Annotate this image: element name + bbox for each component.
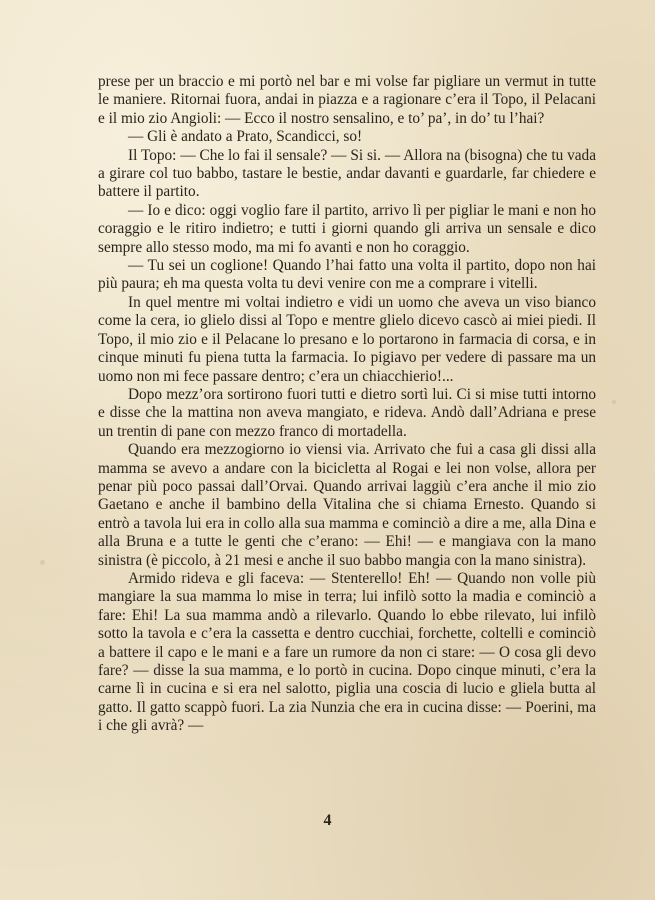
paper-stain: [40, 560, 45, 565]
paragraph: Dopo mezz’ora sortirono fuori tutti e dietro sortì lui. Ci si mise tutti intorno e disse che la mattina non aveva mangiato, e rideva. Andò dall’Adriana e prese un trentin di pane con mezzo franco di mortadella.: [98, 385, 596, 440]
paper-stain: [612, 400, 616, 404]
paragraph: In quel mentre mi voltai indietro e vidi un uomo che aveva un viso bianco come la cera, io glielo dissi al Topo e mentre glielo dicevo cascò ai miei piedi. Il Topo, il mio zio e il Pelacane lo presano e lo portarono in farmacia di corsa, e in cinque minuti fu piena tutta la farmacia. Io pigiavo per vedere di passare ma un uomo non mi fece passare dentro; c’era un chiacchierio!...: [98, 293, 596, 385]
paragraph: Armido rideva e gli faceva: — Stenterello! Eh! — Quando non volle più mangiare la sua mamma lo mise in terra; lui infilò sotto la madia e cominciò a fare: Ehi! La sua mamma andò a rilevarlo. Quando lo ebbe rilevato, lui infilò sotto la tavola e c’era la cassetta e dentro cucchiai, forchette, coltelli e cominciò a battere il capo e le mani e a fare un rumore da non ci stare: — O cosa gli devo fare? — disse la sua mamma, e lo portò in cucina. Dopo cinque minuti, c’era la carne lì in cucina e si era nel salotto, piglia una coscia di lucio e gliela butta al gatto. Il gatto scappò fuori. La zia Nunzia che era in cucina disse: — Poerini, ma i che gli avrà? —: [98, 569, 596, 735]
paragraph: Il Topo: — Che lo fai il sensale? — Si si. — Allora na (bisogna) che tu vada a girare col tuo babbo, tastare le bestie, andar davanti e guardarle, far chiedere e battere il partito.: [98, 146, 596, 201]
paragraph: — Gli è andato a Prato, Scandicci, so!: [128, 128, 363, 146]
paragraph: Quando era mezzogiorno io viensi via. Arrivato che fui a casa gli dissi alla mamma se avevo a andare con la bicicletta al Rogai e lei non volse, allora per penar più poco passai dall’Orvai. Quando arrivai laggiù c’era anche il mio zio Gaetano e anche il bambino della Vitalina che si chiama Ernesto. Quando si entrò a tavola lui era in collo alla sua mamma e cominciò a dire a me, alla Dina e alla Bruna e a tutte le genti che c’erano: — Ehi! — e mangiava con la mano sinistra (è piccolo, à 21 mesi e anche il suo babbo mangia con la mano sinistra).: [98, 441, 596, 569]
page-number: 4: [323, 812, 332, 829]
paragraph: prese per un braccio e mi portò nel bar e mi volse far pigliare un vermut in tutte le maniere. Ritornai fuora, andai in piazza e a ragionare c’era il Topo, il Pelacani e il mio zio Angioli: — Ecco il nostro sensalino, e to’ pa’, in do’ tu l’hai?: [98, 73, 596, 127]
paragraph: — Io e dico: oggi voglio fare il partito, arrivo lì per pigliar le mani e non ho coraggio e le ritiro indietro; e tutti i giorni quando gli arriva un sensale e dico sempre allo stesso modo, ma mi fo avanti e non ho coraggio.: [98, 201, 596, 256]
paragraph: — Tu sei un coglione! Quando l’hai fatto una volta il partito, dopo non hai più paura; eh ma questa volta tu devi venire con me a comprare i vitelli.: [98, 257, 596, 293]
text-body: [98, 73, 596, 736]
